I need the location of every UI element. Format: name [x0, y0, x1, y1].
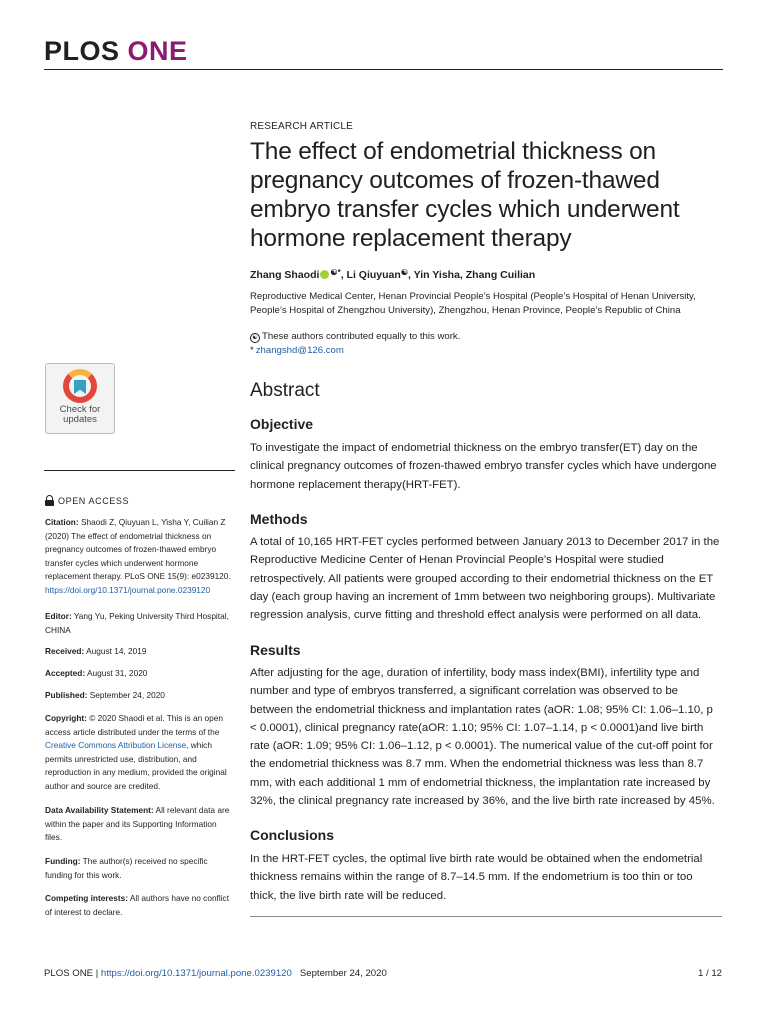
objective-text: To investigate the impact of endometrial thickness on the embryo transfer(ET) day on the clinical pregnancy outcomes of frozen-thawed embryo transfer cycles which have undergone hormone replacement therapy(HRT-FET).: [250, 442, 717, 491]
citation-block: [45, 516, 235, 597]
citation-doi-link[interactable]: https://doi.org/10.1371/journal.pone.0239120: [45, 584, 211, 595]
funding-text: The author(s) received no specific funding for this work.: [45, 856, 208, 880]
abstract-bottom-divider: [250, 916, 722, 917]
open-access-text: OPEN ACCESS: [58, 495, 130, 506]
competing-interests-text: All authors have no conflict of interest to declare.: [45, 893, 230, 917]
competing-interests-label: Competing interests:: [45, 893, 128, 903]
check-for-updates-badge[interactable]: [45, 363, 115, 434]
footer-doi-link[interactable]: https://doi.org/10.1371/journal.pone.0239120: [100, 968, 292, 979]
citation-text: Shaodi Z, Qiuyuan L, Yisha Y, Cuilian Z (2020) The effect of endometrial thickness on pregnancy outcomes of frozen-thawed embryo transfer cycles which underwent hormone replacement therapy. PLoS ONE 15(9): e0239120.: [45, 517, 231, 581]
editor-label: Editor:: [45, 611, 72, 621]
orcid-icon[interactable]: [320, 270, 329, 279]
accepted-block: [45, 667, 235, 681]
corresponding-email: [250, 345, 344, 356]
badge-line-1: Check for: [59, 404, 101, 415]
results-text: After adjusting for the age, duration of infertility, body mass index(BMI), infertility type and number and type of embryos transferred, a significant correlation was observed to be between the endometrial thickness and implantation rates (aOR: 1.08; 95% CI: 1.06–1.10, p < 0.0001), clinical pregnancy rate(aOR: 1.10; 95% CI: 1.07–1.14, p < 0.0001)and live birth rate (aOR: 1.09; 95% CI: 1.06–1.12, p < 0.0001). The numerical value of the cut-off point for the endometrial thickness was 8.7 mm. When the endometrial thickness was less than 8.7 mm, with each additional 1 mm of endometrial thickness, the implantation rate increased by 32%, the clinical pregnancy rate increased by 36%, and the live birth rate increased by 45%.: [250, 667, 715, 808]
copyright-text: © 2020 Shaodi et al. This is an open access article distributed under the terms of the: [45, 713, 223, 737]
conclusions-heading: Conclusions: [250, 827, 335, 843]
journal-logo: [44, 36, 188, 67]
citation-label: Citation:: [45, 517, 79, 527]
received-date: August 14, 2019: [86, 646, 147, 656]
copyright-label: Copyright:: [45, 713, 87, 723]
open-lock-icon: [45, 495, 54, 506]
author-name[interactable]: Zhang Shaodi: [250, 269, 320, 281]
copyright-block: [45, 712, 235, 793]
methods-text: A total of 10,165 HRT-FET cycles performed between January 2013 to December 2017 in the Reproductive Medicine Center of Henan Provincial People’s Hospital were studied retrospectively. All patients were grouped according to their endometrial thickness on the ET day (each group having an increment of 1mm between two neighboring groups). Multivariate regression analysis, curve fitting and threshold effect analysis were performed on all data.: [250, 536, 720, 622]
data-availability-text: All relevant data are within the paper and its Supporting Information files.: [45, 805, 230, 842]
footer-journal: PLOS ONE: [44, 968, 94, 979]
equal-contribution-icon: ☯: [250, 333, 260, 343]
published-block: [45, 689, 235, 703]
funding-block: [45, 855, 235, 882]
received-label: Received:: [45, 646, 85, 656]
author-names-rest[interactable]: , Yin Yisha, Zhang Cuilian: [407, 269, 536, 281]
footer-separator: |: [93, 968, 101, 979]
accepted-date: August 31, 2020: [86, 668, 148, 678]
page-number: 1 / 12: [697, 968, 722, 979]
copyright-text-continued: , which permits unrestricted use, distribution, and reproduction in any medium, provided the original author and source are credited.: [45, 740, 227, 791]
header-divider: [44, 69, 723, 70]
abstract-heading: Abstract: [250, 380, 320, 401]
published-label: Published:: [45, 690, 88, 700]
page-footer: [44, 968, 387, 979]
author-marks: ☯: [400, 268, 408, 277]
affiliation: Reproductive Medical Center, Henan Provincial People’s Hospital (People’s Hospital of Henan University, People’s Hospital of Zhengzhou University), Zhengzhou, Henan Province, People’s Republic of China: [250, 291, 696, 316]
published-date: September 24, 2020: [89, 690, 165, 700]
equal-contribution-note: [250, 331, 720, 343]
author-list: [250, 268, 720, 281]
editor-block: [45, 610, 235, 637]
corresponding-star: *: [250, 345, 254, 356]
accepted-label: Accepted:: [45, 668, 86, 678]
article-title: The effect of endometrial thickness on pregnancy outcomes of frozen-thawed embryo transfer cycles which underwent hormone replacement therapy: [250, 138, 680, 252]
badge-line-2: updates: [63, 414, 97, 425]
objective-heading: Objective: [250, 416, 314, 432]
journal-name-plos: PLOS: [44, 36, 120, 66]
article-type: RESEARCH ARTICLE: [250, 121, 354, 132]
funding-label: Funding:: [45, 856, 81, 866]
sidebar-divider: [44, 470, 235, 471]
data-availability-label: Data Availability Statement:: [45, 805, 154, 815]
email-link[interactable]: zhangshd@126.com: [255, 345, 344, 356]
data-availability-block: [45, 804, 235, 845]
results-heading: Results: [250, 642, 301, 658]
author-name[interactable]: , Li Qiuyuan: [340, 269, 401, 281]
open-access-label: [45, 495, 129, 506]
methods-heading: Methods: [250, 511, 308, 527]
badge-label: [46, 405, 114, 425]
editor-text: Yang Yu, Peking University Third Hospital, CHINA: [45, 611, 229, 635]
journal-name-one: ONE: [127, 36, 188, 66]
license-link[interactable]: Creative Commons Attribution License: [45, 740, 187, 750]
conclusions-text: In the HRT-FET cycles, the optimal live birth rate would be obtained when the endometrial thickness remains within the range of 8.7–14.5 mm. If the endometrium is too thin or too thick, the live birth rate will be reduced.: [250, 853, 703, 902]
equal-contribution-text: These authors contributed equally to this work.: [262, 331, 461, 342]
footer-date: September 24, 2020: [299, 968, 387, 979]
received-block: [45, 645, 235, 659]
competing-interests-block: [45, 892, 235, 919]
author-marks: ☯*: [330, 268, 341, 277]
